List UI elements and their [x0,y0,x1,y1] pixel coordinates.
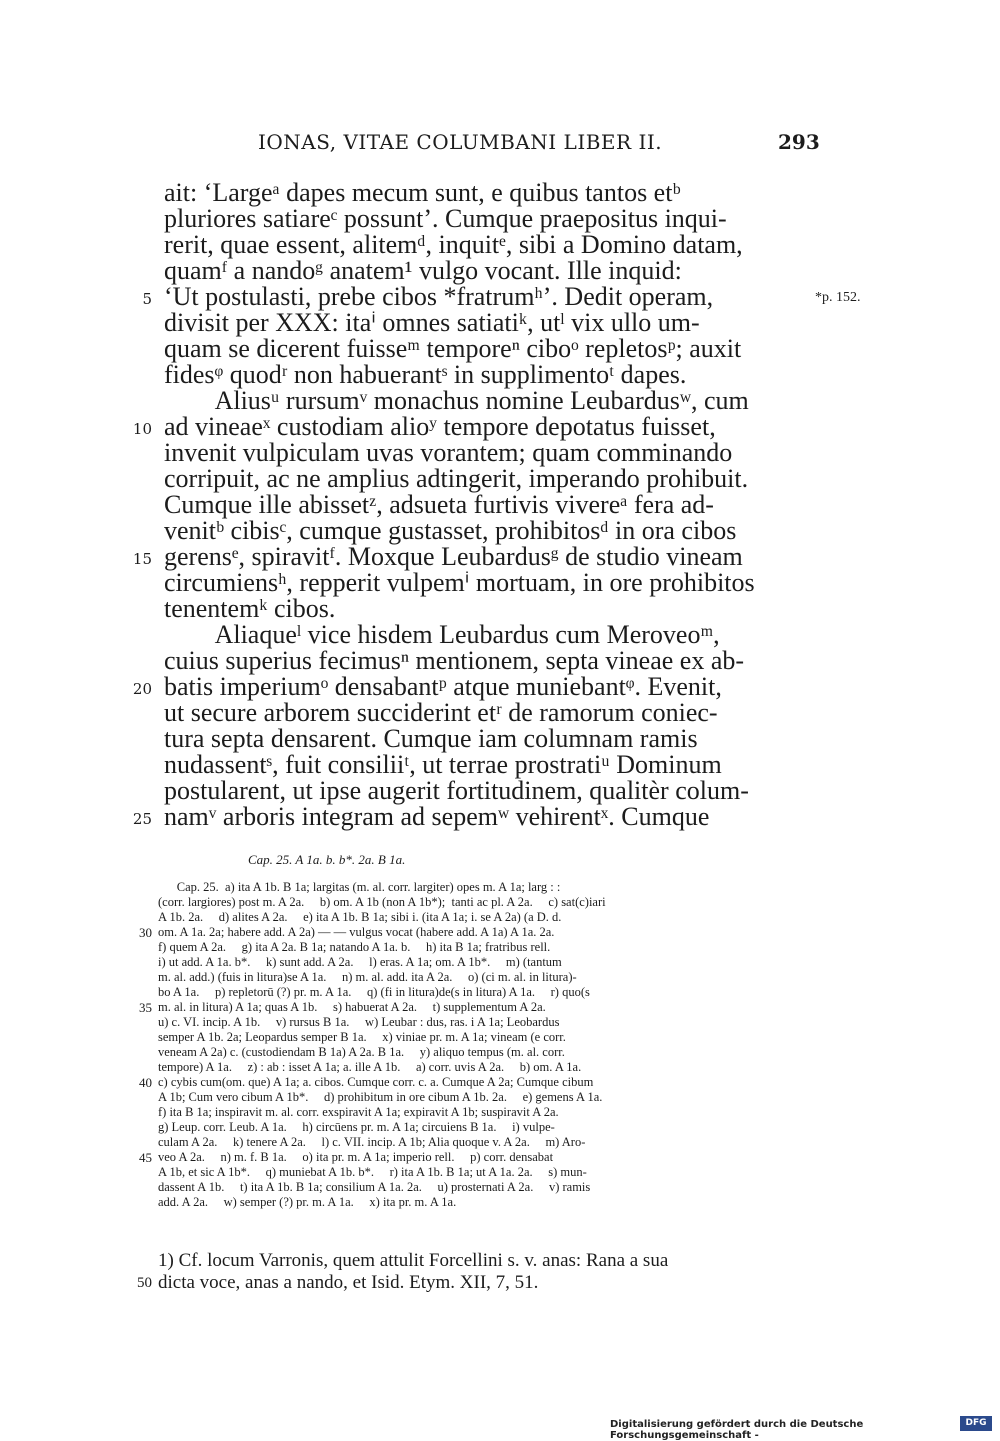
footnote-text: dicta voce, anas a nando, et Isid. Etym. XII, 7, 51. [158,1272,539,1293]
text-line [0,362,1000,388]
line-number: 35 [139,1000,152,1015]
text-line [0,622,1000,648]
apparatus-line [0,1180,1000,1195]
apparatus-line [0,1210,1000,1225]
line-number: 40 [139,1075,152,1090]
footnote-text: 1) Cf. locum Varronis, quem attulit Forcellini s. v. anas: Rana a sua [158,1250,669,1271]
line-number: 15 [132,550,152,568]
apparatus-text: om. A 1a. 2a; habere add. A 2a) — — vulgus vocat (habere add. A 1a) A 1a. 2a. [158,925,555,939]
apparatus-line [0,940,1000,955]
line-text: circumiensʰ, repperit vulpemⁱ mortuam, in ore prohibitos [164,568,755,597]
apparatus-line [0,1135,1000,1150]
text-line [0,726,1000,752]
line-text: invenit vulpiculam uvas vorantem; quam comminando [164,438,733,467]
line-text: pluriores satiareᶜ possunt’. Cumque praepositus inqui- [164,204,727,233]
apparatus-line [0,1000,1000,1015]
text-line [0,674,1000,700]
apparatus-text: m. al. in litura) A 1a; quas A 1b. s) habuerat A 2a. t) supplementum A 2a. [158,1000,546,1014]
apparatus-line [0,1045,1000,1060]
dfg-logo: DFG [960,1416,992,1431]
apparatus-line [0,970,1000,985]
line-text: rerit, quae essent, alitemᵈ, inquitᵉ, sibi a Domino datam, [164,230,743,259]
apparatus-text: c) cybis cum(om. que) A 1a; a. cibos. Cumque corr. c. a. Cumque A 2a; Cumque cibum [158,1075,594,1089]
apparatus-line [0,1090,1000,1105]
line-text: ‘Ut postulasti, prebe cibos *fratrumʰ’. Dedit operam, [164,282,714,311]
text-line [0,284,1000,310]
line-number: 5 [142,290,152,308]
apparatus-line [0,925,1000,940]
text-line [0,336,1000,362]
apparatus-text: tempore) A 1a. z) : ab : isset A 1a; a. ille A 1b. a) corr. uvis A 2a. b) om. A 1a. [158,1060,582,1074]
apparatus-text: add. A 2a. w) semper (?) pr. m. A 1a. x) ita pr. m. A 1a. [158,1195,457,1209]
apparatus-line [0,1165,1000,1180]
line-text: quam se dicerent fuisseᵐ temporeⁿ ciboᵒ repletosᵖ; auxit [164,334,742,363]
line-number: 30 [139,925,152,940]
apparatus-text: A 1b, et sic A 1b*. q) muniebat A 1b. b*. r) ita A 1b. B 1a; ut A 1a. 2a. s) mun- [158,1165,587,1179]
apparatus-text: g) Leup. corr. Leub. A 1a. h) circūens pr. m. A 1a; circuiens B 1a. i) vulpe- [158,1120,555,1134]
text-line [0,596,1000,622]
page-number: 293 [778,130,820,154]
line-number: 50 [137,1275,152,1291]
apparatus-text: Cap. 25. a) ita A 1b. B 1a; largitas (m. al. corr. largiter) opes m. A 1a; larg : : [158,880,561,894]
apparatus-text: u) c. VI. incip. A 1b. v) rursus B 1a. w) Leubar : dus, ras. i A 1a; Leobardus [158,1015,560,1029]
apparatus-line [0,1120,1000,1135]
text-line [0,180,1000,206]
text-line [0,700,1000,726]
apparatus-text: veo A 2a. n) m. f. B 1a. o) ita pr. m. A 1a; imperio rell. p) corr. densabat [158,1150,554,1164]
apparatus-text: (corr. largiores) post m. A 2a. b) om. A 1b (non A 1b*); tanti ac pl. A 2a. c) sat(c)iari [158,895,606,909]
text-line [0,232,1000,258]
apparatus-line [0,1195,1000,1210]
text-line [0,492,1000,518]
line-number: 10 [132,420,152,438]
text-line [0,544,1000,570]
line-text: fidesᵠ quodʳ non habuerantˢ in supplimentoᵗ dapes. [164,360,687,389]
apparatus-text: dassent A 1b. t) ita A 1b. B 1a; consilium A 1a. 2a. u) prosternati A 2a. v) ramis [158,1180,591,1194]
apparatus-line [0,895,1000,910]
line-text: gerensᵉ, spiravitᶠ. Moxque Leubardusᵍ de studio vineam [164,542,743,571]
apparatus-text: f) ita B 1a; inspiravit m. al. corr. exspiravit A 1a; expiravit A 1b; suspiravit A 2a. [158,1105,559,1119]
line-text: divisit per XXX: itaⁱ omnes satiatiᵏ, utˡ vix ullo um- [164,308,700,337]
apparatus-line [0,1105,1000,1120]
line-text: venitᵇ cibisᶜ, cumque gustasset, prohibitosᵈ in ora cibos [164,516,737,545]
footnote-line [0,1272,1000,1294]
text-line [0,440,1000,466]
line-text: corripuit, ac ne amplius adtingerit, imperando prohibuit. [164,464,749,493]
apparatus-line [0,955,1000,970]
line-number: 25 [132,810,152,828]
apparatus-text: veneam A 2a) c. (custodiendam B 1a) A 2a. B 1a. y) aliquo tempus (m. al. corr. [158,1045,565,1059]
apparatus-text: i) ut add. A 1a. b*. k) sunt add. A 2a. l) eras. A 1a; om. A 1b*. m) (tantum [158,955,562,969]
footnote-line [0,1250,1000,1272]
apparatus-line [0,1060,1000,1075]
text-line [0,414,1000,440]
line-text: nudassentˢ, fuit consiliiᵗ, ut terrae prostratiᵘ Dominum [164,750,722,779]
line-text: ad vineaeˣ custodiam alioʸ tempore depotatus fuisset, [164,412,716,441]
text-line [0,310,1000,336]
apparatus-line [0,1075,1000,1090]
text-line [0,648,1000,674]
line-text: quamᶠ a nandoᵍ anatem¹ vulgo vocant. Ille inquid: [164,256,682,285]
text-line [0,778,1000,804]
text-line [0,258,1000,284]
apparatus-text: culam A 2a. k) tenere A 2a. l) c. VII. incip. A 1b; Alia quoque v. A 2a. m) Aro- [158,1135,586,1149]
line-text: tenentemᵏ cibos. [164,594,336,623]
apparatus-text: A 1b; Cum vero cibum A 1b*. d) prohibitum in ore cibum A 1b. 2a. e) gemens A 1a. [158,1090,603,1104]
apparatus-line [0,985,1000,1000]
apparatus-text: f) quem A 2a. g) ita A 2a. B 1a; natando A 1a. b. h) ita B 1a; fratribus rell. [158,940,551,954]
line-text: ut secure arborem succiderint etʳ de ramorum coniec- [164,698,718,727]
text-line [0,206,1000,232]
chapter-manuscript-reference: Cap. 25. A 1a. b. b*. 2a. B 1a. [248,852,406,867]
apparatus-text: m. al. add.) (fuis in litura)se A 1a. n) m. al. add. ita A 2a. o) (ci m. al. in litura)- [158,970,577,984]
page-header [0,130,1000,154]
digitization-note: Digitalisierung gefördert durch die Deutsche Forschungsgemeinschaft - [610,1419,864,1441]
line-text: Aliaqueˡ vice hisdem Leubardus cum Meroveoᵐ, [164,620,720,649]
line-text: Cumque ille abissetᶻ, adsueta furtivis vivereᵃ fera ad- [164,490,714,519]
line-text: namᵛ arboris integram ad sepemʷ vehirentˣ. Cumque [164,802,710,831]
text-line [0,518,1000,544]
apparatus-text: bo A 1a. p) repletorū (?) pr. m. A 1a. q) (fi in litura)de(s in litura) A 1a. r) quo(s [158,985,590,999]
text-line [0,466,1000,492]
text-line [0,752,1000,778]
line-number: 20 [132,680,152,698]
text-line [0,570,1000,596]
apparatus-line [0,880,1000,895]
apparatus-line [0,1015,1000,1030]
line-text: ait: ‘Largeᵃ dapes mecum sunt, e quibus tantos etᵇ [164,178,681,207]
line-text: tura septa densarent. Cumque iam columnam ramis [164,724,698,753]
text-line [0,388,1000,414]
apparatus-text: semper A 1b. 2a; Leopardus semper B 1a. x) viniae pr. m. A 1a; vineam (e corr. [158,1030,566,1044]
apparatus-line [0,910,1000,925]
apparatus-line [0,1030,1000,1045]
running-title: IONAS, VITAE COLUMBANI LIBER II. [258,130,663,154]
line-number: 45 [139,1150,152,1165]
line-text: batis imperiumᵒ densabantᵖ atque muniebantᵠ. Evenit, [164,672,722,701]
text-line [0,804,1000,830]
apparatus-text: A 1b. 2a. d) alites A 2a. e) ita A 1b. B 1a; sibi i. (ita A 1a; i. se A 2a) (a D. d. [158,910,562,924]
line-text: Aliusᵘ rursumᵛ monachus nomine Leubardusʷ, cum [164,386,749,415]
line-text: postularent, ut ipse augerit fortitudinem, qualitèr colum- [164,776,749,805]
margin-page-reference: *p. 152. [815,290,861,305]
line-text: cuius superius fecimusⁿ mentionem, septa vineae ex ab- [164,646,745,675]
apparatus-line [0,1150,1000,1165]
